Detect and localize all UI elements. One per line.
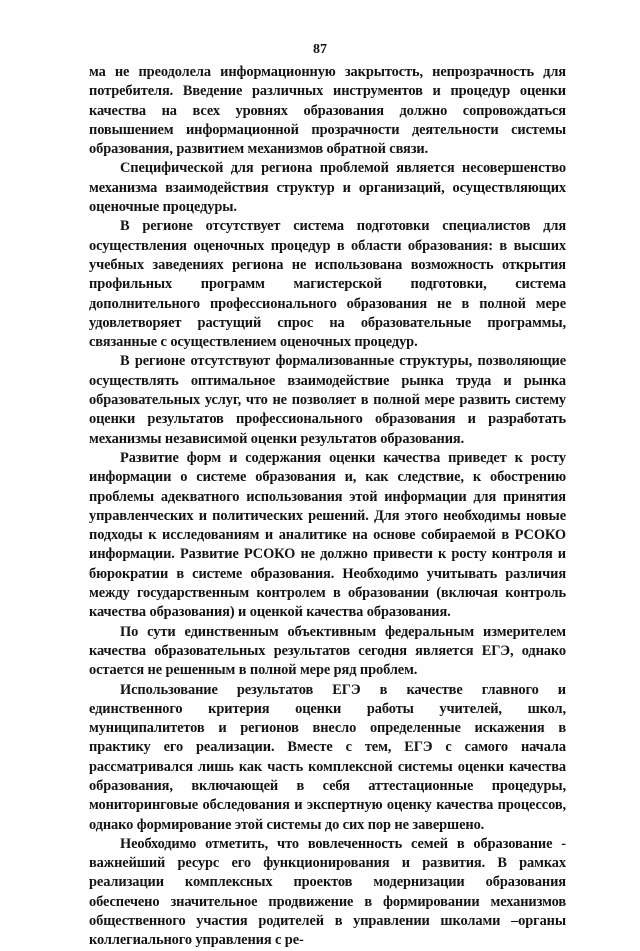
paragraph: В регионе отсутствуют формализованные структуры, позволяющие осуществлять оптимальное взаимодействие рынка труда и рынка образовательных услуг, что не позволяет в полной мере развить систему оценки результатов профессионального образования и разработать механизмы независимой оценки результатов образования. <box>89 353 566 447</box>
paragraph: По сути единственным объективным федеральным измерителем качества образовательных результатов сегодня является ЕГЭ, однако остается не решенным в полной мере ряд проблем. <box>89 623 566 679</box>
paragraph: Развитие форм и содержания оценки качества приведет к росту информации о системе образования и, как следствие, к обострению проблемы адекватного использования этой информации для принятия управленческих и политических решений. Для этого необходимы новые подходы к исследованиям и аналитике на основе собираемой в РСОКО информации. Развитие РСОКО не должно привести к росту контроля и бюрократии в системе образования. Необходимо учитывать различия между государственным контролем в образовании (включая контроль качества образования) и оценкой качества образования. <box>89 449 566 621</box>
page-number: 87 <box>313 42 327 57</box>
paragraph: В регионе отсутствует система подготовки специалистов для осуществления оценочных процедур в области образования: в высших учебных заведениях региона не использована возможность открытия профильных программ магистерской подготовки, система дополнительного профессионального образования не в полной мере удовлетворяет растущий спрос на образовательные программы, связанные с осуществлением оценочных процедур. <box>89 218 566 351</box>
body-text <box>89 63 566 951</box>
paragraph: Использование результатов ЕГЭ в качестве главного и единственного критерия оценки работы учителей, школ, муниципалитетов и регионов внесло определенные искажения в практику его реализации. Вместе с тем, ЕГЭ с самого начала рассматривался лишь как часть комплексной системы оценки качества образования, включающей в себя аттестационные процедуры, мониторинговые обследования и экспертную оценку качества процессов, однако формирование этой системы до сих пор не завершено. <box>89 681 566 833</box>
paragraph: Необходимо отметить, что вовлеченность семей в образование - важнейший ресурс его функционирования и развития. В рамках реализации комплексных проектов модернизации образования обеспечено значительное продвижение в формировании механизмов общественного участия родителей в управлении школами –органы коллегиального управления с ре- <box>89 835 566 949</box>
paragraph-continuation: ма не преодолела информационную закрытость, непрозрачность для потребителя. Введение различных инструментов и процедур оценки качества на всех уровнях образования должно сопровождаться повышением информационной прозрачности деятельности системы образования, развитием механизмов обратной связи. <box>89 64 566 158</box>
paragraph: Специфической для региона проблемой является несовершенство механизма взаимодействия структур и организаций, осуществляющих оценочные процедуры. <box>89 160 566 216</box>
